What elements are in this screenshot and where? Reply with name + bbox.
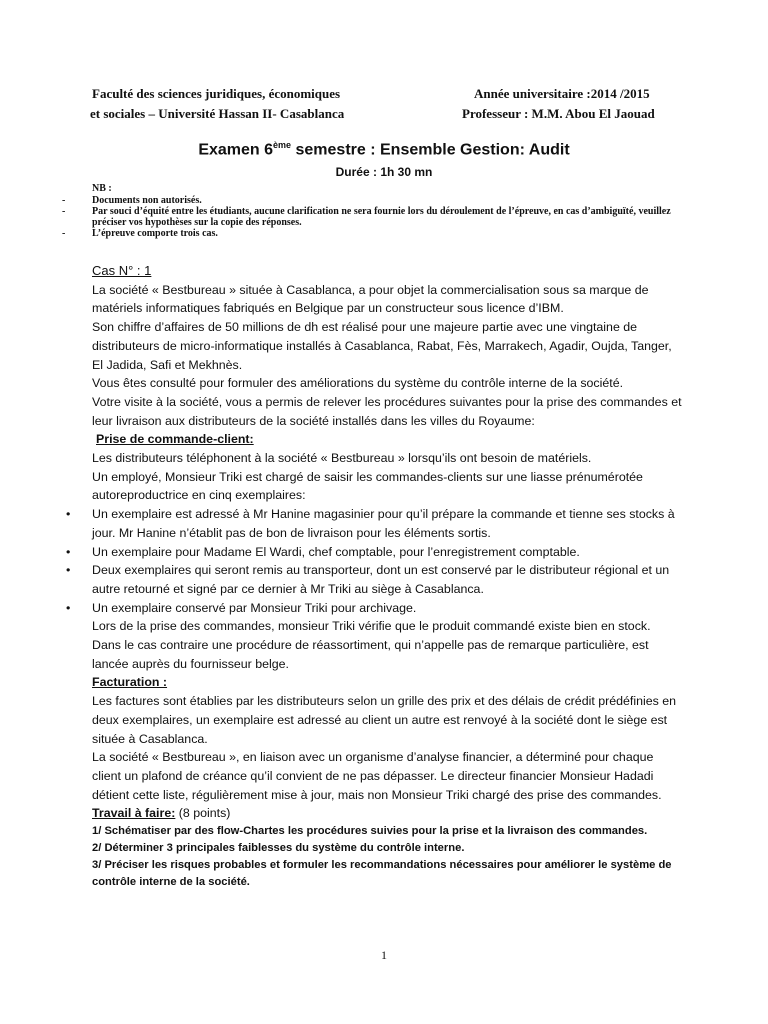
bullet-icon: • [66,544,71,559]
academic-year: Année universitaire :2014 /2015 [474,86,650,101]
course-header [462,84,655,124]
note-item: - L’épreuve comporte trois cas. [62,228,218,239]
bullet-icon: • [66,507,71,522]
task-item: 3/ Préciser les risques probables et formuler les recommandations nécessaires pour améliorer le système de contrôle interne de la société. [92,859,672,889]
bullet-item: • Un exemplaire pour Madame El Wardi, chef comptable, pour l’enregistrement comptable. [92,543,682,562]
page-number: 1 [381,948,387,962]
institution-header [92,84,344,124]
paragraph: Son chiffre d’affaires de 50 millions de dh est réalisé pour une majeure partie avec une vingtaine de distributeurs de micro-informatique installés à Casablanca, Rabat, Fès, Marrakech, Agadir, Oujda, Tanger, El Jadida, Safi et Mekhnès. [92,320,672,372]
section-title-order: Prise de commande-client: [96,432,254,447]
paragraph: Votre visite à la société, vous a permis de relever les procédures suivantes pour la prise des commandes et leur livraison aux distributeurs de la société installés dans les villes du Royaume: [92,394,682,428]
exam-title: Examen 6ème semestre : Ensemble Gestion: Audit [198,140,570,159]
paragraph: La société « Bestbureau », en liaison avec un organisme d’analyse financier, a déterminé pour chaque client un plafond de créance qu’il convient de ne pas dépasser. Le directeur financier Monsieur Hadadi détient cette liste, régulièrement mise à jour, mais non Monsieur Triki chargé des prise des commandes. [92,750,662,802]
task-item: 2/ Déterminer 3 principales faiblesses du système du contrôle interne. [92,842,465,855]
bullet-item: • Un exemplaire est adressé à Mr Hanine magasinier pour qu’il prépare la commande et tienne ses stocks à jour. Mr Hanine n’établit pas de bon de livraison pour les éléments sortis. [66,507,675,540]
task-item: 1/ Schématiser par des flow-Chartes les procédures suivies pour la prise et la livraison des commandes. [92,825,648,838]
section-title-billing: Facturation : [92,675,168,690]
paragraph: Vous êtes consulté pour formuler des améliorations du système du contrôle interne de la société. [92,376,624,391]
case-1-body [66,262,682,891]
notes-list [62,195,682,239]
professor-name: Professeur : M.M. Abou El Jaouad [462,106,655,121]
institution-line-1: Faculté des sciences juridiques, économiques [92,86,341,101]
paragraph: Les factures sont établies par les distributeurs selon un grille des prix et des délais de crédit prédéfinies en deux exemplaires, un exemplaire est adressé au client un autre est renvoyé à la société dont le siège est située à Casablanca. [92,694,677,746]
bullet-icon: • [66,563,71,578]
paragraph: Les distributeurs téléphonent à la société « Bestbureau » lorsqu’ils ont besoin de matériels. [92,451,592,466]
case-title: Cas N° : 1 [92,263,152,278]
bullet-item: • Un exemplaire conservé par Monsieur Triki pour archivage. [92,599,682,618]
paragraph: Un employé, Monsieur Triki est chargé de saisir les commandes-clients sur une liasse prénumérotée autoreproductrice en cinq exemplaires: [92,469,643,503]
exam-duration: Durée : 1h 30 mn [335,165,433,179]
note-item: - Par souci d’équité entre les étudiants, aucune clarification ne sera fournie lors du déroulement de l’épreuve, en cas d’ambiguïté, veuillez préciser vos hypothèses sur la copie des réponses. [62,206,671,228]
paragraph: La société « Bestbureau » située à Casablanca, a pour objet la commercialisation sous sa marque de matériels informatiques fabriqués en Belgique par un constructeur sous licence d’IBM. [92,282,649,316]
institution-line-2: et sociales – Université Hassan II- Casablanca [90,106,345,121]
bullet-icon: • [66,600,71,615]
notes-label: NB : [92,183,112,194]
work-heading: Travail à faire: (8 points) [92,806,231,821]
paragraph: Lors de la prise des commandes, monsieur Triki vérifie que le produit commandé existe bien en stock. Dans le cas contraire une procédure de réassortiment, qui n’appelle pas de remarque particulière, est lancée auprès du fournisseur belge. [92,619,651,671]
note-item: - Documents non autorisés. [62,195,202,206]
bullet-item: • Deux exemplaires qui seront remis au transporteur, dont un est conservé par le distributeur régional et un autre retourné et signé par ce dernier à Mr Triki au siège à Casablanca. [66,563,670,596]
